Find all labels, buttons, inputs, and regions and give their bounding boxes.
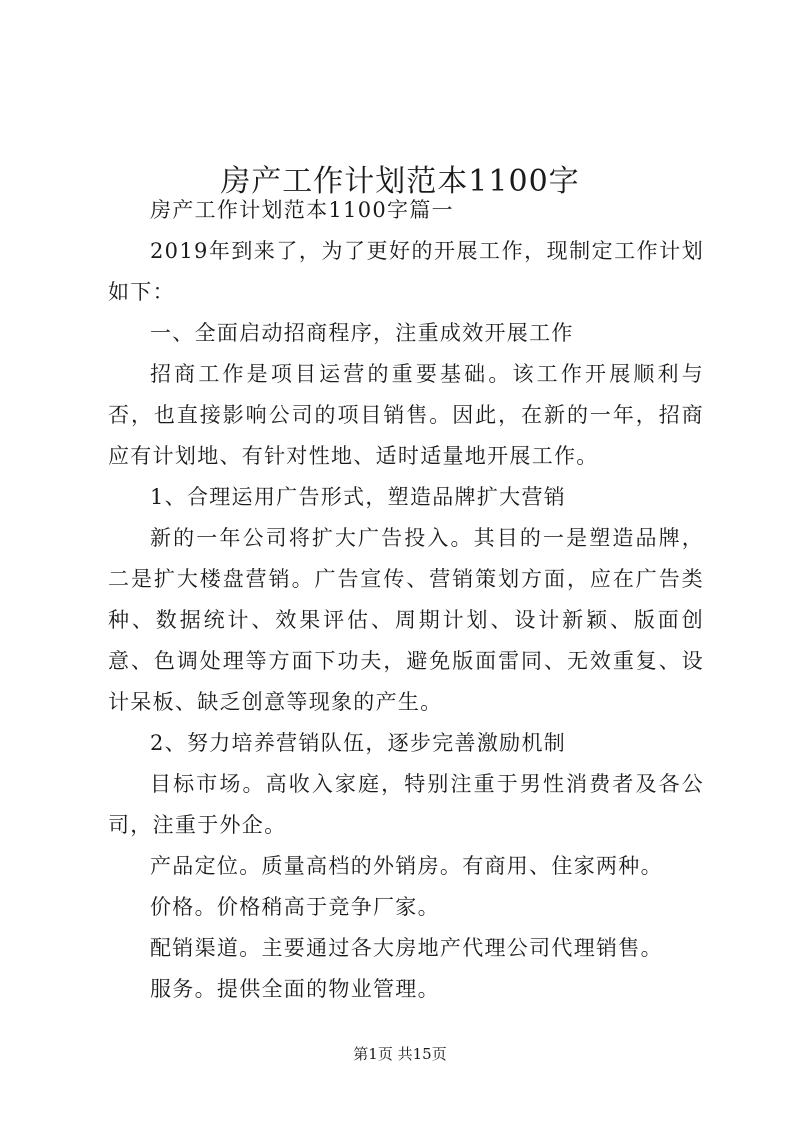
paragraph: 配销渠道。主要通过各大房地产代理公司代理销售。: [150, 936, 663, 960]
paragraph: 产品定位。质量高档的外销房。有商用、住家两种。: [150, 854, 663, 878]
paragraph: 价格。价格稍高于竞争厂家。: [150, 895, 440, 919]
page-title: 房产工作计划范本1100字: [220, 164, 580, 200]
section-heading-1: 一、全面启动招商程序，注重成效开展工作: [150, 321, 574, 345]
paragraph: 新的一年公司将扩大广告投入。其目的一是塑造品牌，二是扩大楼盘营销。广告宣传、营销策划方面，应在广告类种、数据统计、效果评估、周期计划、设计新颖、版面创意、色调处理等方面下功夫，避免版面雷同、无效重复、设计呆板、缺乏创意等现象的产生。: [108, 526, 704, 714]
document-body: [108, 190, 704, 1010]
paragraph: 目标市场。高收入家庭，特别注重于男性消费者及各公司，注重于外企。: [108, 772, 704, 837]
paragraph: 招商工作是项目运营的重要基础。该工作开展顺利与否，也直接影响公司的项目销售。因此，在新的一年，招商应有计划地、有针对性地、适时适量地开展工作。: [108, 362, 704, 468]
paragraph-intro: 2019年到来了，为了更好的开展工作，现制定工作计划如下：: [108, 239, 704, 304]
paragraph-subtitle: 房产工作计划范本1100字篇一: [150, 198, 454, 222]
paragraph: 服务。提供全面的物业管理。: [150, 977, 440, 1001]
page-footer: 第1页 共15页: [353, 1045, 447, 1063]
subsection-heading-2: 2、努力培养营销队伍，逐步完善激励机制: [150, 731, 567, 755]
subsection-heading-1: 1、合理运用广告形式，塑造品牌扩大营销: [150, 485, 567, 509]
